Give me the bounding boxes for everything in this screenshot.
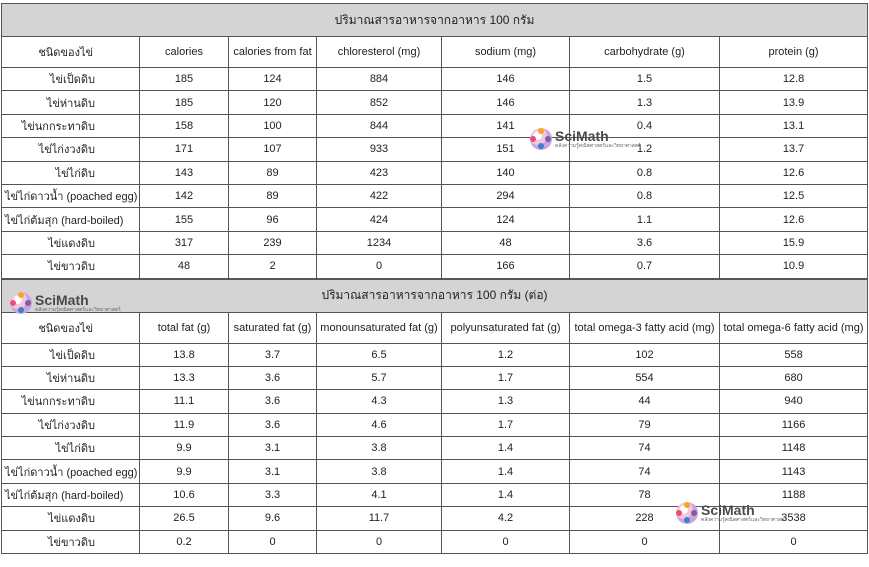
value-cell: 10.9: [720, 255, 868, 278]
value-cell: 48: [140, 255, 229, 278]
value-cell: 48: [442, 231, 570, 254]
value-cell: 3.3: [229, 483, 317, 506]
value-cell: 1.7: [442, 413, 570, 436]
table-title: ปริมาณสารอาหารจากอาหาร 100 กรัม (ต่อ): [2, 279, 868, 312]
value-cell: 1234: [317, 231, 442, 254]
value-cell: 13.3: [140, 366, 229, 389]
column-header: sodium (mg): [442, 37, 570, 68]
value-cell: 0.4: [570, 114, 720, 137]
value-cell: 185: [140, 91, 229, 114]
value-cell: 120: [229, 91, 317, 114]
value-cell: 78: [570, 483, 720, 506]
value-cell: 171: [140, 138, 229, 161]
nutrition-sheet: [1, 3, 867, 554]
logo-tagline: คลังความรู้คณิตศาสตร์และวิทยาศาสตร์: [701, 517, 787, 523]
value-cell: 11.9: [140, 413, 229, 436]
table-row: [2, 460, 868, 483]
table-row: [2, 390, 868, 413]
egg-type-cell: ไข่ห่านดิบ: [2, 366, 140, 389]
value-cell: 89: [229, 161, 317, 184]
column-header: calories from fat: [229, 37, 317, 68]
value-cell: 11.7: [317, 507, 442, 530]
value-cell: 13.7: [720, 138, 868, 161]
value-cell: 317: [140, 231, 229, 254]
egg-type-cell: ไข่ขาวดิบ: [2, 530, 140, 553]
value-cell: 1.7: [442, 366, 570, 389]
table-row: [2, 91, 868, 114]
value-cell: 141: [442, 114, 570, 137]
table-header-row: [2, 312, 868, 343]
egg-type-cell: ไข่นกกระทาดิบ: [2, 114, 140, 137]
table-row: [2, 208, 868, 231]
table-row: [2, 413, 868, 436]
value-cell: 96: [229, 208, 317, 231]
value-cell: 13.1: [720, 114, 868, 137]
egg-type-cell: ไข่ไก่ดิบ: [2, 437, 140, 460]
egg-type-cell: ไข่ไก่ดิบ: [2, 161, 140, 184]
logo-name: SciMath: [555, 128, 609, 144]
scimath-logo-icon: [10, 292, 32, 314]
value-cell: 151: [442, 138, 570, 161]
value-cell: 166: [442, 255, 570, 278]
value-cell: 13.9: [720, 91, 868, 114]
table-row: [2, 343, 868, 366]
value-cell: 143: [140, 161, 229, 184]
value-cell: 107: [229, 138, 317, 161]
value-cell: 0: [570, 530, 720, 553]
value-cell: 4.2: [442, 507, 570, 530]
value-cell: 100: [229, 114, 317, 137]
value-cell: 4.1: [317, 483, 442, 506]
column-header: total omega-6 fatty acid (mg): [720, 312, 868, 343]
value-cell: 4.6: [317, 413, 442, 436]
value-cell: 3.6: [229, 413, 317, 436]
value-cell: 4.3: [317, 390, 442, 413]
value-cell: 424: [317, 208, 442, 231]
value-cell: 102: [570, 343, 720, 366]
table-row: [2, 437, 868, 460]
table-title-row: [2, 279, 868, 312]
egg-type-cell: ไข่ไก่งวงดิบ: [2, 138, 140, 161]
value-cell: 0.8: [570, 161, 720, 184]
value-cell: 1.3: [442, 390, 570, 413]
value-cell: 146: [442, 68, 570, 91]
value-cell: 0.2: [140, 530, 229, 553]
egg-type-cell: ไข่แดงดิบ: [2, 507, 140, 530]
table-row: [2, 231, 868, 254]
table-row: [2, 184, 868, 207]
value-cell: 422: [317, 184, 442, 207]
egg-type-cell: ไข่เป็ดดิบ: [2, 68, 140, 91]
table-row: [2, 366, 868, 389]
value-cell: 12.5: [720, 184, 868, 207]
value-cell: 1.2: [442, 343, 570, 366]
value-cell: 558: [720, 343, 868, 366]
value-cell: 680: [720, 366, 868, 389]
value-cell: 9.6: [229, 507, 317, 530]
value-cell: 0.7: [570, 255, 720, 278]
value-cell: 0: [442, 530, 570, 553]
table-row: [2, 255, 868, 278]
egg-type-cell: ไข่นกกระทาดิบ: [2, 390, 140, 413]
value-cell: 1148: [720, 437, 868, 460]
value-cell: 1.4: [442, 483, 570, 506]
table-row: [2, 161, 868, 184]
logo-tagline: คลังความรู้คณิตศาสตร์และวิทยาศาสตร์: [555, 143, 641, 149]
egg-type-cell: ไข่ไก่ต้มสุก (hard-boiled): [2, 208, 140, 231]
column-header: carbohydrate (g): [570, 37, 720, 68]
value-cell: 0.8: [570, 184, 720, 207]
watermark-logo-left: [10, 292, 121, 314]
value-cell: 26.5: [140, 507, 229, 530]
column-header: total omega-3 fatty acid (mg): [570, 312, 720, 343]
egg-type-cell: ไข่ไก่ดาวน้ำ (poached egg): [2, 460, 140, 483]
scimath-logo-icon: [530, 128, 552, 150]
table-row: [2, 530, 868, 553]
value-cell: 1.4: [442, 437, 570, 460]
value-cell: 3.8: [317, 460, 442, 483]
watermark-logo-center: [530, 128, 641, 150]
value-cell: 10.6: [140, 483, 229, 506]
egg-type-cell: ไข่ไก่ต้มสุก (hard-boiled): [2, 483, 140, 506]
value-cell: 185: [140, 68, 229, 91]
watermark-logo-bottom: [676, 502, 787, 524]
value-cell: 940: [720, 390, 868, 413]
value-cell: 0: [720, 530, 868, 553]
value-cell: 1.1: [570, 208, 720, 231]
value-cell: 3.7: [229, 343, 317, 366]
value-cell: 0: [317, 255, 442, 278]
value-cell: 74: [570, 437, 720, 460]
value-cell: 1.4: [442, 460, 570, 483]
column-header: total fat (g): [140, 312, 229, 343]
table-title-row: [2, 4, 868, 37]
value-cell: 239: [229, 231, 317, 254]
table-header-row: [2, 37, 868, 68]
value-cell: 0: [317, 530, 442, 553]
value-cell: 423: [317, 161, 442, 184]
column-header: calories: [140, 37, 229, 68]
value-cell: 5.7: [317, 366, 442, 389]
value-cell: 2: [229, 255, 317, 278]
value-cell: 140: [442, 161, 570, 184]
column-header: monounsaturated fat (g): [317, 312, 442, 343]
value-cell: 124: [442, 208, 570, 231]
value-cell: 74: [570, 460, 720, 483]
value-cell: 146: [442, 91, 570, 114]
column-header: saturated fat (g): [229, 312, 317, 343]
value-cell: 554: [570, 366, 720, 389]
logo-name: SciMath: [35, 292, 89, 308]
value-cell: 158: [140, 114, 229, 137]
value-cell: 155: [140, 208, 229, 231]
value-cell: 89: [229, 184, 317, 207]
value-cell: 12.6: [720, 208, 868, 231]
value-cell: 0: [229, 530, 317, 553]
value-cell: 3.8: [317, 437, 442, 460]
value-cell: 884: [317, 68, 442, 91]
value-cell: 1143: [720, 460, 868, 483]
value-cell: 3.6: [229, 390, 317, 413]
value-cell: 3.1: [229, 437, 317, 460]
value-cell: 142: [140, 184, 229, 207]
logo-tagline: คลังความรู้คณิตศาสตร์และวิทยาศาสตร์: [35, 307, 121, 313]
value-cell: 15.9: [720, 231, 868, 254]
egg-type-cell: ไข่ขาวดิบ: [2, 255, 140, 278]
value-cell: 3.1: [229, 460, 317, 483]
egg-type-cell: ไข่ห่านดิบ: [2, 91, 140, 114]
nutrition-table-1: [1, 3, 868, 279]
value-cell: 1188: [720, 483, 868, 506]
value-cell: 3.6: [570, 231, 720, 254]
value-cell: 44: [570, 390, 720, 413]
value-cell: 79: [570, 413, 720, 436]
logo-name: SciMath: [701, 502, 755, 518]
value-cell: 13.8: [140, 343, 229, 366]
value-cell: 12.8: [720, 68, 868, 91]
column-header: polyunsaturated fat (g): [442, 312, 570, 343]
column-header: ชนิดของไข่: [2, 312, 140, 343]
value-cell: 6.5: [317, 343, 442, 366]
column-header: protein (g): [720, 37, 868, 68]
column-header: ชนิดของไข่: [2, 37, 140, 68]
value-cell: 852: [317, 91, 442, 114]
value-cell: 1166: [720, 413, 868, 436]
egg-type-cell: ไข่เป็ดดิบ: [2, 343, 140, 366]
value-cell: 1.3: [570, 91, 720, 114]
value-cell: 3538: [720, 507, 868, 530]
table-row: [2, 114, 868, 137]
value-cell: 228: [570, 507, 720, 530]
value-cell: 11.1: [140, 390, 229, 413]
value-cell: 9.9: [140, 437, 229, 460]
table-row: [2, 138, 868, 161]
egg-type-cell: ไข่ไก่งวงดิบ: [2, 413, 140, 436]
value-cell: 1.2: [570, 138, 720, 161]
value-cell: 9.9: [140, 460, 229, 483]
value-cell: 844: [317, 114, 442, 137]
value-cell: 12.6: [720, 161, 868, 184]
value-cell: 1.5: [570, 68, 720, 91]
scimath-logo-icon: [676, 502, 698, 524]
table-title: ปริมาณสารอาหารจากอาหาร 100 กรัม: [2, 4, 868, 37]
value-cell: 3.6: [229, 366, 317, 389]
value-cell: 933: [317, 138, 442, 161]
table-row: [2, 68, 868, 91]
egg-type-cell: ไข่ไก่ดาวน้ำ (poached egg): [2, 184, 140, 207]
column-header: chloresterol (mg): [317, 37, 442, 68]
value-cell: 124: [229, 68, 317, 91]
egg-type-cell: ไข่แดงดิบ: [2, 231, 140, 254]
value-cell: 294: [442, 184, 570, 207]
